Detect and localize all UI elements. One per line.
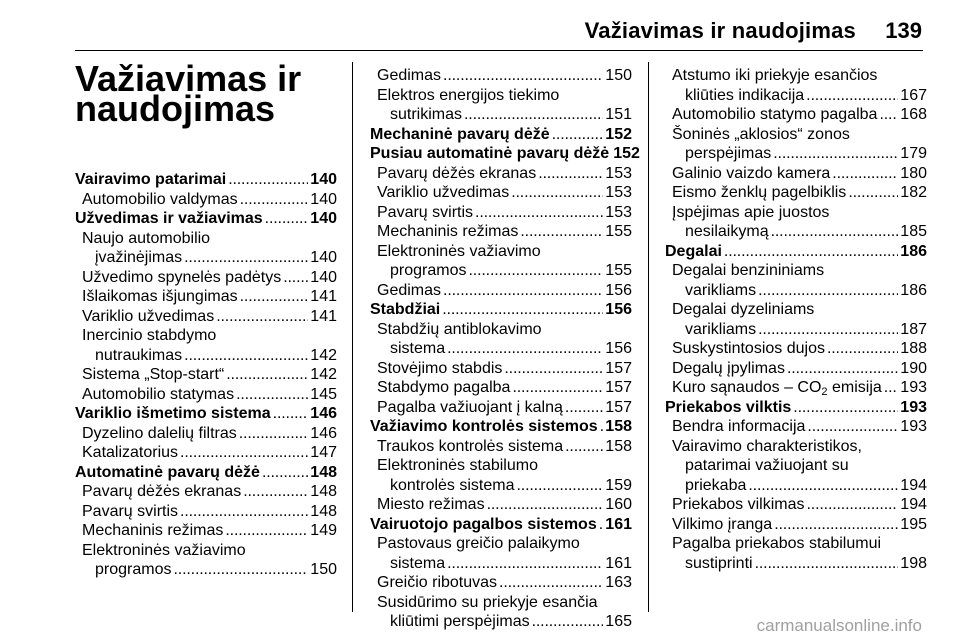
toc-entry-title-part: Kuro sąnaudos – CO — [672, 379, 822, 396]
toc-entry-title: Automobilio valdymas — [82, 190, 238, 208]
toc-entry[interactable] — [665, 378, 927, 398]
toc-entry[interactable] — [75, 385, 337, 405]
toc-entry-title: Automobilio statymas — [82, 385, 235, 403]
dot-leader — [848, 183, 898, 203]
dot-leader — [599, 515, 604, 535]
toc-heading-entry[interactable] — [665, 242, 927, 262]
toc-entry[interactable] — [665, 164, 927, 184]
toc-text-line: Šoninės „aklosios“ zonos — [672, 125, 850, 143]
toc-entry[interactable] — [665, 476, 927, 496]
toc-entry-title: Užvedimo spynelės padėtys — [82, 268, 282, 286]
toc-entry-title: Dyzelino dalelių filtras — [82, 424, 237, 442]
toc-text-line: Stabdžių antiblokavimo — [377, 320, 542, 338]
page-number: 139 — [885, 18, 922, 43]
toc-entry-title: Išlaikomas išjungimas — [82, 288, 238, 305]
toc-page-number: 141 — [310, 288, 337, 305]
toc-page-number: 161 — [605, 554, 632, 572]
toc-page-number: 158 — [605, 437, 632, 455]
toc-entry[interactable] — [370, 66, 632, 86]
toc-entry[interactable] — [75, 424, 337, 444]
toc-heading-entry[interactable] — [370, 417, 632, 437]
toc-page-number: 145 — [310, 385, 337, 403]
toc-text-line: Naujo automobilio — [82, 229, 211, 247]
toc-entry[interactable] — [370, 378, 632, 398]
dot-leader — [475, 203, 603, 223]
dot-leader — [283, 268, 308, 288]
toc-page-number: 155 — [605, 262, 632, 279]
toc-entry-title: Automatinė pavarų dėžė — [75, 463, 260, 481]
toc-page-number: 153 — [605, 184, 632, 201]
subscript-2: 2 — [821, 386, 828, 398]
column-divider — [648, 62, 649, 612]
dot-leader — [226, 365, 308, 385]
dot-leader — [180, 502, 308, 522]
toc-entry[interactable] — [75, 443, 337, 463]
toc-page-number: 186 — [900, 242, 927, 260]
toc-page-number: 151 — [605, 106, 632, 123]
toc-heading-entry[interactable] — [665, 398, 927, 418]
dot-leader — [807, 417, 898, 437]
toc-text-line: Elektros energijos tiekimo — [377, 86, 560, 104]
toc-entry[interactable] — [665, 320, 927, 340]
toc-page-number: 140 — [310, 210, 337, 227]
toc-text-line: Įspėjimas apie juostos — [672, 203, 830, 221]
toc-page-number: 160 — [605, 496, 632, 513]
dot-leader — [758, 320, 898, 340]
toc-entry-title: Traukos kontrolės sistema — [377, 437, 564, 455]
column-divider — [352, 62, 353, 612]
toc-entry-title: Sistema „Stop-start“ — [82, 366, 225, 383]
toc-column-1 — [75, 170, 337, 580]
dot-leader — [273, 404, 309, 424]
toc-entry[interactable] — [370, 437, 632, 457]
toc-entry[interactable] — [665, 281, 927, 301]
toc-entry-title: Užvedimas ir važiavimas — [75, 210, 263, 227]
dot-leader — [499, 573, 603, 593]
toc-entry[interactable] — [665, 554, 927, 574]
toc-page-number: 146 — [310, 424, 337, 442]
dot-leader — [225, 521, 308, 541]
toc-page-number: 140 — [310, 190, 337, 208]
toc-entry-title: sutrikimas — [390, 106, 463, 123]
dot-leader — [517, 476, 604, 496]
toc-page-number: 194 — [900, 496, 927, 513]
toc-entry-title: Mechaninis režimas — [377, 223, 519, 240]
toc-page-number: 188 — [900, 340, 927, 357]
toc-page-number: 157 — [605, 379, 632, 396]
toc-page-number: 140 — [310, 249, 337, 266]
dot-leader — [771, 222, 899, 242]
toc-heading-entry[interactable] — [370, 515, 632, 535]
toc-page-number: 146 — [310, 405, 337, 422]
toc-entry[interactable] — [75, 307, 337, 327]
toc-entry[interactable] — [370, 164, 632, 184]
toc-entry-title: Priekabos vilktis — [665, 398, 792, 416]
toc-entry[interactable] — [665, 417, 927, 437]
toc-text-line: Vairavimo charakteristikos, — [672, 437, 862, 455]
toc-entry-title: Degalų įpylimas — [672, 359, 785, 377]
toc-entry[interactable] — [665, 183, 927, 203]
dot-leader — [511, 183, 603, 203]
toc-entry-title: Stabdžiai — [370, 301, 441, 318]
dot-leader — [240, 190, 309, 210]
toc-page-number: 141 — [310, 307, 337, 325]
toc-entry[interactable] — [75, 521, 337, 541]
dot-leader — [487, 495, 604, 515]
dot-leader — [239, 424, 309, 444]
toc-entry[interactable] — [665, 495, 927, 515]
toc-entry[interactable] — [75, 190, 337, 210]
dot-leader — [832, 164, 898, 184]
toc-text-line: Pastovaus greičio palaikymo — [377, 535, 580, 552]
toc-entry[interactable] — [665, 144, 927, 164]
toc-entry-title: Pavarų svirtis — [82, 502, 179, 520]
toc-entry[interactable] — [75, 560, 337, 580]
toc-text-line: patarimai važiuojant su — [685, 457, 849, 474]
toc-entry[interactable] — [75, 268, 337, 288]
toc-entry[interactable] — [370, 476, 632, 496]
dot-leader — [787, 359, 898, 379]
toc-entry[interactable] — [370, 554, 632, 574]
dot-leader — [464, 105, 603, 125]
toc-page-number: 186 — [900, 281, 927, 299]
toc-page-number: 148 — [310, 483, 337, 500]
toc-entry-title: Variklio užvedimas — [82, 307, 215, 325]
toc-entry[interactable] — [370, 573, 632, 593]
toc-entry-title: Galinio vaizdo kamera — [672, 164, 831, 182]
toc-heading-entry[interactable] — [370, 125, 632, 145]
toc-page-number: 140 — [310, 171, 337, 188]
toc-entry-title: priekaba — [685, 476, 747, 494]
toc-entry-title: Važiavimo kontrolės sistemos — [370, 418, 598, 435]
toc-page-number: 152 — [605, 125, 632, 143]
toc-page-number: 147 — [310, 444, 337, 461]
toc-entry-title-part: emisija — [827, 379, 882, 396]
section-title: Važiavimas ir naudojimas — [75, 58, 302, 129]
dot-leader — [468, 261, 603, 281]
toc-entry-title: kliūtimi perspėjimas — [390, 613, 530, 630]
toc-text-line: Degalai benzininiams — [672, 262, 825, 279]
toc-entry-title: įvažinėjimas — [95, 249, 183, 266]
toc-entry[interactable] — [665, 222, 927, 242]
toc-entry-title: varikliams — [685, 320, 757, 338]
toc-entry[interactable] — [665, 359, 927, 379]
dot-leader — [724, 242, 898, 262]
toc-page-number: 198 — [900, 554, 927, 572]
dot-leader — [265, 209, 309, 229]
toc-column-3 — [665, 66, 927, 573]
toc-entry[interactable] — [665, 339, 927, 359]
dot-leader — [755, 554, 899, 574]
toc-page-number: 185 — [900, 223, 927, 240]
toc-entry[interactable] — [370, 359, 632, 379]
toc-entry[interactable] — [370, 495, 632, 515]
toc-entry-title: Variklio užvedimas — [377, 184, 510, 201]
toc-page-number: 182 — [900, 184, 927, 201]
dot-leader — [565, 398, 603, 418]
toc-page-number: 156 — [605, 301, 632, 318]
dot-leader — [600, 417, 604, 437]
toc-entry-title: Stovėjimo stabdis — [377, 359, 503, 377]
toc-text-line: Pagalba priekabos stabilumui — [672, 535, 882, 552]
dot-leader — [827, 339, 898, 359]
toc-entry[interactable] — [370, 105, 632, 125]
toc-entry-title: nesilaikymą — [685, 223, 769, 240]
toc-entry[interactable] — [370, 261, 632, 281]
dot-leader — [442, 300, 603, 320]
toc-text-line: Inercinio stabdymo — [82, 327, 217, 344]
toc-entry-title: Miesto režimas — [377, 496, 485, 513]
toc-page-number: 193 — [900, 418, 927, 435]
toc-entry[interactable] — [665, 86, 927, 106]
toc-entry[interactable] — [370, 222, 632, 242]
dot-leader — [758, 281, 898, 301]
toc-entry[interactable] — [370, 339, 632, 359]
dot-leader — [512, 378, 603, 398]
dot-leader — [240, 287, 309, 307]
toc-entry-title: Priekabos vilkimas — [672, 496, 805, 513]
dot-leader — [884, 378, 899, 398]
dot-leader — [532, 612, 604, 632]
toc-entry[interactable] — [370, 398, 632, 418]
toc-column-2 — [370, 66, 640, 632]
toc-page-number: 148 — [310, 502, 337, 520]
toc-entry-title: Variklio išmetimo sistema — [75, 405, 271, 422]
toc-entry-title: Pagalba važiuojant į kalną — [377, 398, 563, 416]
toc-entry-title: Suskystintosios dujos — [672, 340, 825, 357]
toc-text-line: Degalai dyzeliniams — [672, 301, 815, 318]
toc-page-number: 152 — [613, 145, 640, 162]
toc-entry[interactable] — [370, 183, 632, 203]
toc-page-number: 156 — [605, 340, 632, 357]
toc-page-number: 157 — [605, 359, 632, 377]
dot-leader — [520, 222, 603, 242]
toc-page-number: 140 — [310, 268, 337, 286]
toc-page-number: 187 — [900, 320, 927, 338]
toc-entry-title: Gedimas — [377, 281, 442, 299]
toc-heading-entry[interactable] — [75, 209, 337, 229]
toc-entry-title: Pavarų dėžės ekranas — [377, 164, 537, 182]
toc-entry[interactable] — [370, 281, 632, 301]
toc-page-number: 153 — [605, 203, 632, 221]
toc-entry[interactable] — [75, 365, 337, 385]
toc-text-line: Elektroninės važiavimo — [377, 242, 541, 260]
toc-page-number: 167 — [900, 86, 927, 104]
toc-page-number: 158 — [605, 418, 632, 435]
dot-leader — [552, 125, 604, 145]
toc-entry-title: Automobilio statymo pagalba — [672, 106, 878, 123]
toc-entry-title: Vairuotojo pagalbos sistemos — [370, 515, 597, 533]
dot-leader — [879, 105, 898, 125]
toc-entry-title: Bendra informacija — [672, 418, 806, 435]
dot-leader — [173, 560, 308, 580]
toc-entry-title: programos — [95, 561, 172, 578]
toc-page-number: 159 — [605, 476, 632, 494]
toc-text-line: Elektroninės stabilumo — [377, 457, 538, 474]
toc-page-number: 163 — [605, 574, 632, 591]
running-header-title: Važiavimas ir naudojimas — [584, 18, 856, 43]
toc-entry[interactable] — [75, 287, 337, 307]
toc-text-line: Susidūrimo su priekyje esančia — [377, 593, 598, 611]
toc-page-number: 156 — [605, 281, 632, 299]
toc-page-number: 150 — [605, 67, 632, 84]
toc-entry-title: Eismo ženklų pagelbiklis — [672, 184, 847, 201]
dot-leader — [443, 66, 603, 86]
toc-entry-title: Pusiau automatinė pavarų dėžė — [370, 145, 610, 162]
dot-leader — [184, 346, 308, 366]
toc-page-number: 157 — [605, 398, 632, 416]
dot-leader — [228, 170, 308, 190]
toc-entry-title: Stabdymo pagalba — [377, 379, 511, 396]
dot-leader — [447, 339, 603, 359]
toc-page-number: 149 — [310, 522, 337, 539]
toc-page-number: 194 — [900, 476, 927, 494]
dot-leader — [447, 554, 603, 574]
watermark: carmanualsonline.info — [756, 616, 922, 635]
dot-leader — [565, 437, 603, 457]
toc-entry[interactable] — [665, 515, 927, 535]
toc-entry[interactable] — [370, 612, 632, 632]
toc-heading-entry[interactable] — [75, 404, 337, 424]
dot-leader — [773, 144, 898, 164]
dot-leader — [443, 281, 603, 301]
dot-leader — [184, 248, 308, 268]
toc-heading-entry[interactable] — [75, 170, 337, 190]
toc-entry-title: Pavarų dėžės ekranas — [82, 483, 242, 500]
dot-leader — [216, 307, 308, 327]
toc-entry[interactable] — [75, 482, 337, 502]
toc-heading-entry[interactable] — [75, 463, 337, 483]
toc-entry[interactable] — [75, 502, 337, 522]
toc-page-number: 155 — [605, 223, 632, 240]
toc-page-number: 180 — [900, 164, 927, 182]
dot-leader — [262, 463, 308, 483]
toc-page-number: 161 — [605, 515, 632, 533]
toc-page-number: 153 — [605, 164, 632, 182]
toc-entry-title: Mechaninis režimas — [82, 522, 224, 539]
toc-page-number: 150 — [310, 561, 337, 578]
toc-entry-title: sistema — [390, 554, 446, 572]
dot-leader — [806, 86, 898, 106]
dot-leader — [748, 476, 898, 496]
toc-entry-title: Vairavimo patarimai — [75, 171, 227, 188]
toc-text-line: Elektroninės važiavimo — [82, 541, 246, 559]
toc-page-number: 165 — [605, 613, 632, 630]
toc-page-number: 179 — [900, 145, 927, 162]
toc-entry-title: sustiprinti — [685, 554, 753, 572]
toc-entry[interactable] — [370, 203, 632, 223]
toc-heading-entry[interactable] — [370, 144, 640, 164]
toc-page-number: 142 — [310, 366, 337, 383]
toc-page-number: 190 — [900, 359, 927, 377]
toc-entry-title: nutraukimas — [95, 346, 183, 364]
toc-entry-title: Mechaninė pavarų dėžė — [370, 125, 550, 143]
toc-page-number: 195 — [900, 515, 927, 533]
toc-entry-title: Degalai — [665, 242, 722, 260]
toc-entry[interactable] — [665, 105, 927, 125]
toc-page-number: 142 — [310, 346, 337, 364]
toc-entry-title: Vilkimo įranga — [672, 515, 773, 533]
toc-heading-entry[interactable] — [370, 300, 632, 320]
dot-leader — [236, 385, 308, 405]
toc-page-number: 193 — [900, 398, 927, 416]
dot-leader — [180, 443, 308, 463]
toc-page-number: 148 — [310, 463, 337, 481]
header-rule — [75, 50, 923, 51]
toc-entry-title: Greičio ribotuvas — [377, 574, 498, 591]
toc-entry-title: kliūties indikacija — [685, 86, 805, 104]
dot-leader — [793, 398, 898, 418]
toc-entry-title: kontrolės sistema — [390, 476, 515, 494]
toc-entry-title: varikliams — [685, 281, 757, 299]
dot-leader — [538, 164, 603, 184]
toc-entry-title: programos — [390, 262, 467, 279]
toc-entry-title: perspėjimas — [685, 145, 772, 162]
toc-entry[interactable] — [75, 346, 337, 366]
toc-entry-title — [672, 378, 882, 398]
dot-leader — [504, 359, 603, 379]
dot-leader — [774, 515, 898, 535]
dot-leader — [806, 495, 898, 515]
toc-entry-title: sistema — [390, 340, 446, 357]
toc-page-number: 193 — [900, 379, 927, 396]
toc-page-number: 168 — [900, 106, 927, 123]
toc-entry-title: Gedimas — [377, 67, 442, 84]
toc-entry[interactable] — [75, 248, 337, 268]
toc-entry-title: Katalizatorius — [82, 444, 179, 461]
dot-leader — [243, 482, 308, 502]
toc-text-line: Atstumo iki priekyje esančios — [672, 67, 878, 84]
toc-entry-title: Pavarų svirtis — [377, 203, 474, 221]
